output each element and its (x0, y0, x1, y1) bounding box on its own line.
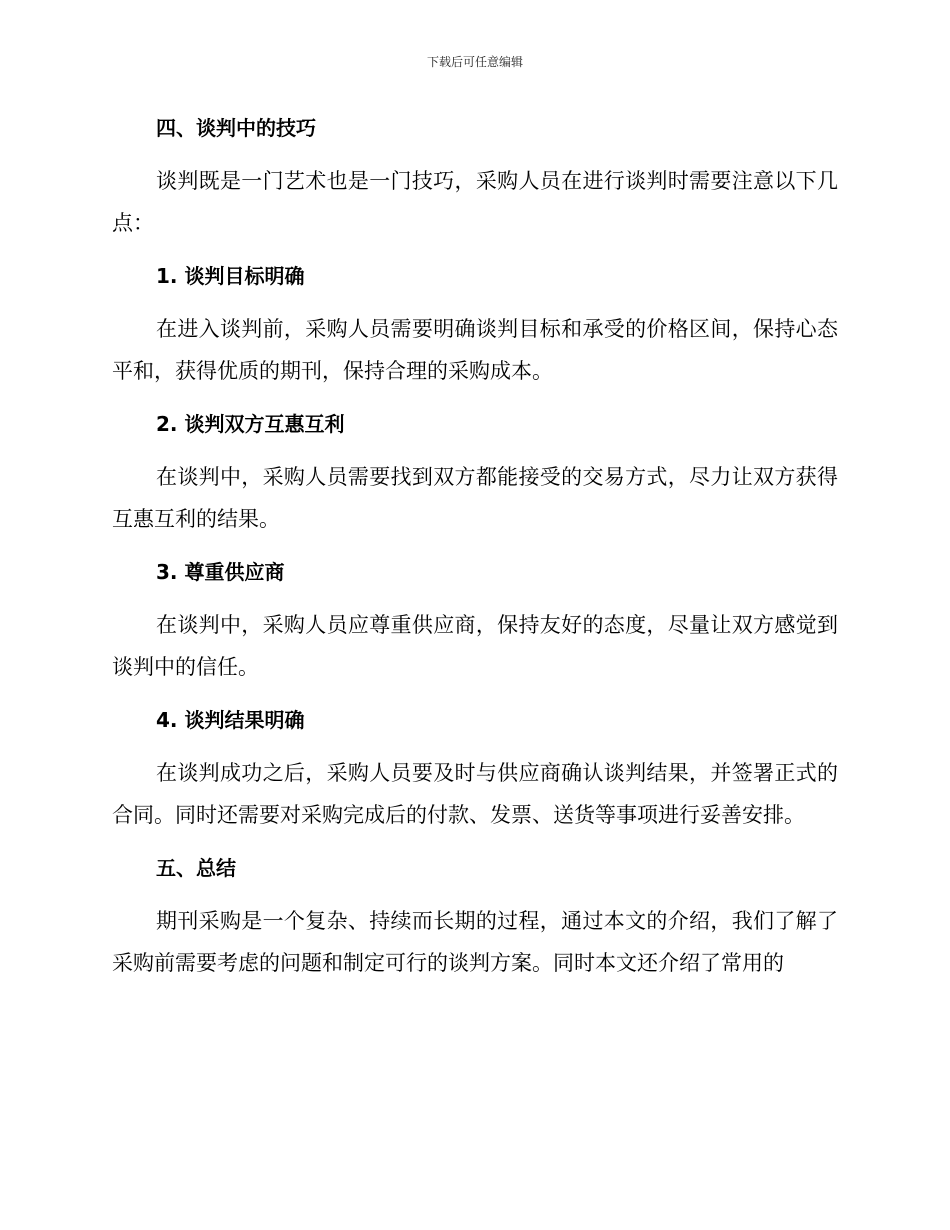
subheading-clear-goals: 1. 谈判目标明确 (156, 264, 305, 288)
paragraph-intro: 谈判既是一门艺术也是一门技巧，采购人员在进行谈判时需要注意以下几点： (112, 169, 838, 235)
page-header-note: 下载后可任意编辑 (426, 55, 523, 69)
subheading-mutual-benefit: 2. 谈判双方互惠互利 (156, 412, 345, 436)
document-body (112, 108, 838, 996)
paragraph-respect-supplier: 在谈判中，采购人员应尊重供应商，保持友好的态度，尽量让双方感觉到谈判中的信任。 (112, 613, 838, 679)
subheading-clear-results: 4. 谈判结果明确 (156, 708, 305, 732)
section-heading-summary: 五、总结 (156, 856, 236, 880)
paragraph-clear-goals: 在进入谈判前，采购人员需要明确谈判目标和承受的价格区间，保持心态平和，获得优质的期刊，保持合理的采购成本。 (112, 317, 838, 383)
subheading-respect-supplier: 3. 尊重供应商 (156, 560, 285, 584)
paragraph-mutual-benefit: 在谈判中，采购人员需要找到双方都能接受的交易方式，尽力让双方获得互惠互利的结果。 (112, 465, 838, 531)
paragraph-clear-results: 在谈判成功之后，采购人员要及时与供应商确认谈判结果，并签署正式的合同。同时还需要对采购完成后的付款、发票、送货等事项进行妥善安排。 (112, 761, 838, 827)
paragraph-summary: 期刊采购是一个复杂、持续而长期的过程，通过本文的介绍，我们了解了采购前需要考虑的问题和制定可行的谈判方案。同时本文还介绍了常用的 (112, 909, 838, 975)
section-heading-negotiation-skills: 四、谈判中的技巧 (156, 116, 316, 140)
